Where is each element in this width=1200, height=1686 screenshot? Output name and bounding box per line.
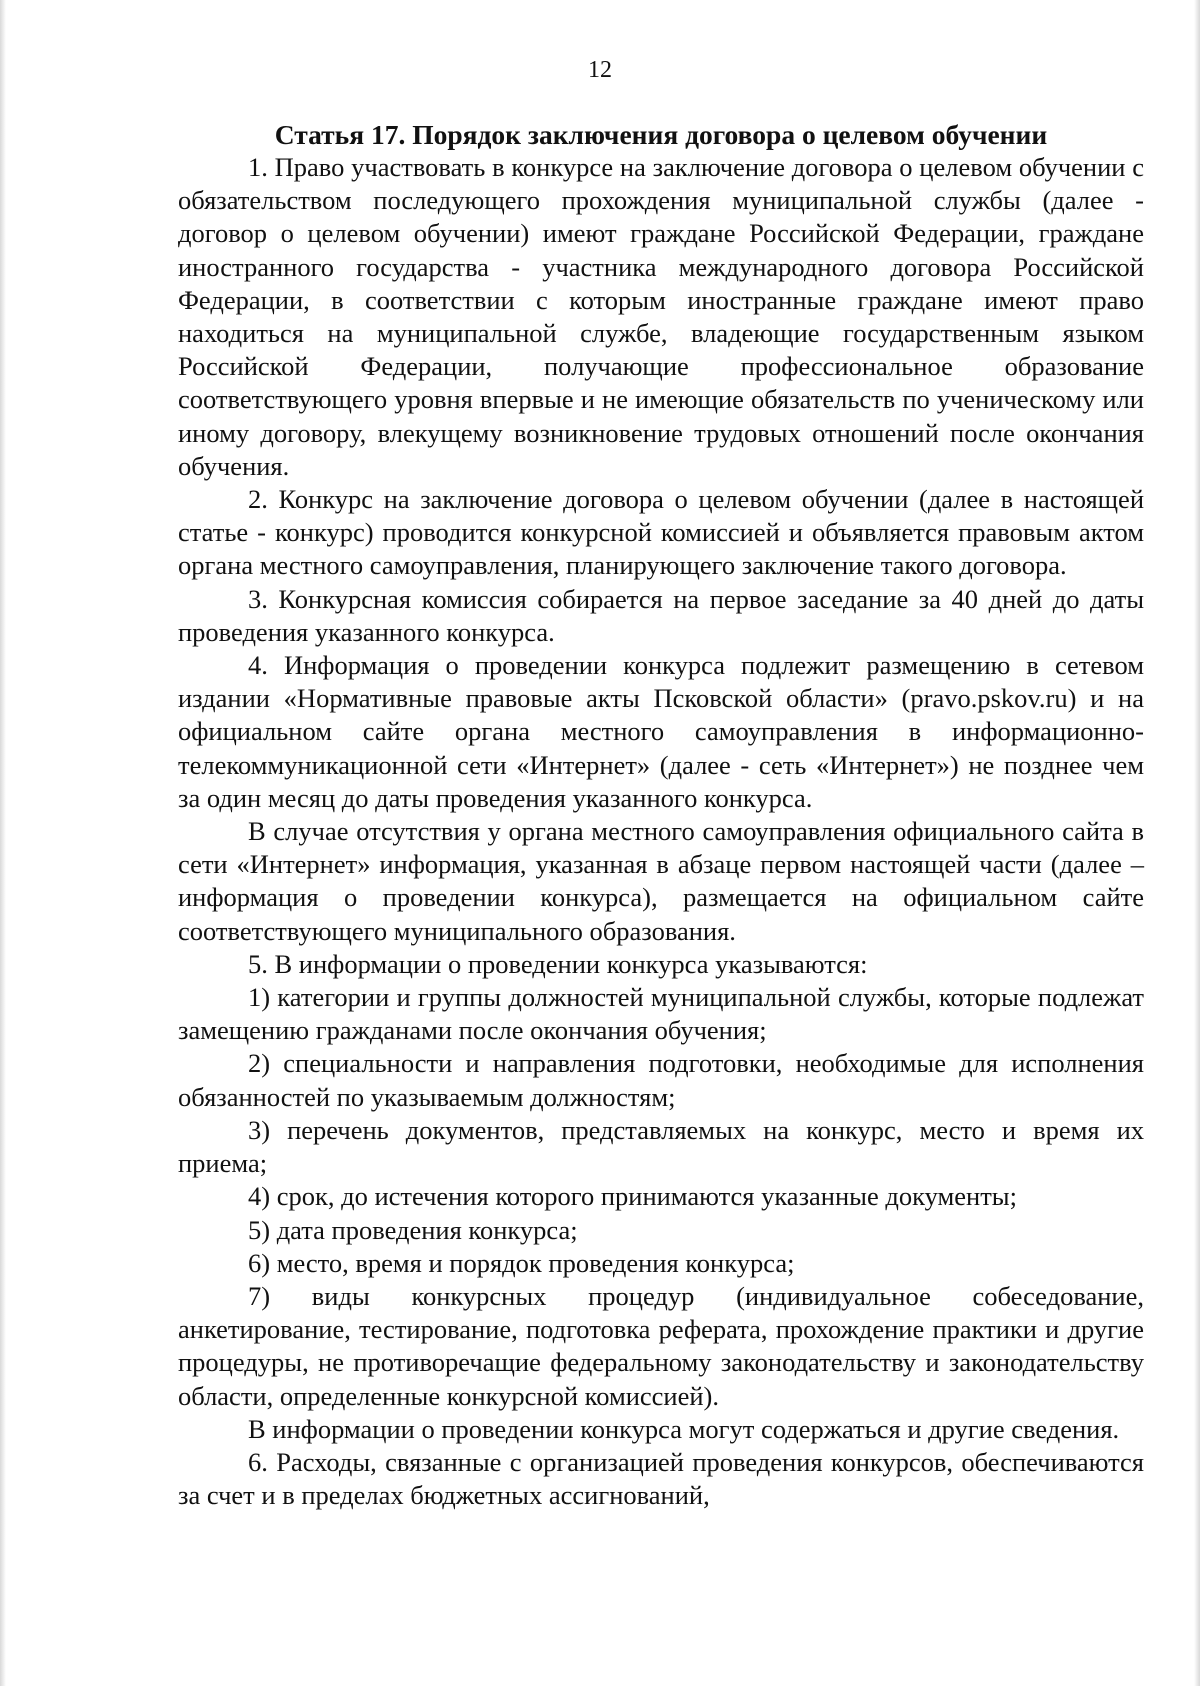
paragraph-part-1-item-1: 1. Право участвовать в конкурсе на заключение договора о целевом обучении с обязательством последующего прохождения муниципальной службы (далее - договор о целевом обучении) имеют граждане Российской Федерации, граждане иностранного государства - участника международного договора Российской Федерации, в соответствии с которым иностранные граждане имеют право находиться на муниципальной службе, владеющие государственным языком Российской Федерации, получающие профессиональное образование соответствующего уровня впервые и не имеющие обязательств по ученическому или иному договору, влекущему возникновение трудовых отношений после окончания обучения. (178, 152, 1144, 481)
paragraph-part-6: 6. Расходы, связанные с организацией проведения конкурсов, обеспечиваются за счет и в пределах бюджетных ассигнований, (178, 1446, 1144, 1511)
paragraph-part-5: 5. В информации о проведении конкурса указываются: (248, 948, 868, 979)
list-item-2: 2) специальности и направления подготовки, необходимые для исполнения обязанностей по указываемым должностям; (178, 1048, 1144, 1112)
scan-edge-right (1194, 0, 1200, 1686)
list-item-3: 3) перечень документов, представляемых на конкурс, место и время их приема; (178, 1114, 1144, 1179)
list-item-5: 5) дата проведения конкурса; (248, 1214, 578, 1245)
list-item-7: 7) виды конкурсных процедур (индивидуальное собеседование, анкетирование, тестирование, подготовка реферата, прохождение практики и другие процедуры, не противоречащие федеральному законодательству и законодательству области, определенные конкурсной комиссией). (178, 1280, 1144, 1411)
list-item-6: 6) место, время и порядок проведения конкурса; (248, 1247, 795, 1278)
paragraph-part-4-second: В случае отсутствия у органа местного самоуправления официального сайта в сети «Интернет» информация, указанная в абзаце первом настоящей части (далее – информация о проведении конкурса), размещается на официальном сайте соответствующего муниципального образования. (178, 816, 1144, 946)
page-number: 12 (588, 57, 612, 83)
article-heading: Статья 17. Порядок заключения договора о целевом обучении (274, 119, 1048, 150)
paragraph-part-3: 3. Конкурсная комиссия собирается на первое заседание за 40 дней до даты проведения указанного конкурса. (178, 583, 1144, 647)
scan-edge-left (0, 0, 6, 1686)
paragraph-part-2: 2. Конкурс на заключение договора о целевом обучении (далее в настоящей статье - конкурс) проводится конкурсной комиссией и объявляется правовым актом органа местного самоуправления, планирующего заключение такого договора. (178, 484, 1144, 581)
page-content (178, 118, 1144, 1512)
paragraph-other-info: В информации о проведении конкурса могут содержаться и другие сведения. (248, 1413, 1120, 1444)
list-item-1: 1) категории и группы должностей муниципальной службы, которые подлежат замещению гражданами после окончания обучения; (178, 982, 1144, 1046)
list-item-4: 4) срок, до истечения которого принимаются указанные документы; (248, 1181, 1017, 1212)
paragraph-part-4: 4. Информация о проведении конкурса подлежит размещению в сетевом издании «Нормативные правовые акты Псковской области» (pravo.pskov.ru) и на официальном сайте органа местного самоуправления в информационно-телекоммуникационной сети «Интернет» (далее - сеть «Интернет») не позднее чем за один месяц до даты проведения указанного конкурса. (178, 650, 1144, 813)
